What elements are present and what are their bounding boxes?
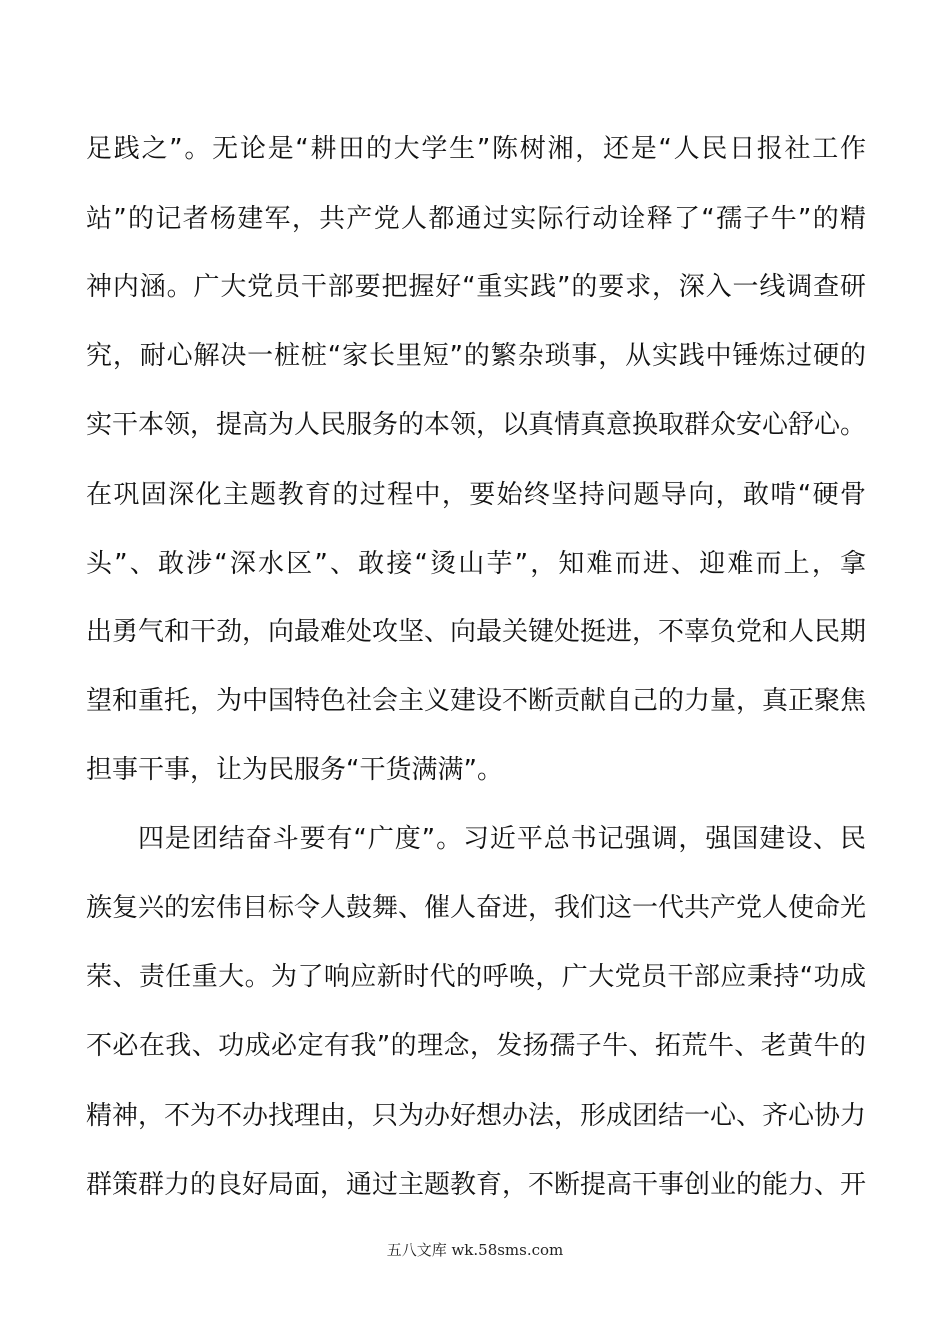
text-line: 头”、敢涉“深水区”、敢接“烫山芋”，知难而进、迎难而上，拿	[86, 549, 866, 579]
text-line: 在巩固深化主题教育的过程中，要始终坚持问题导向，敢啃“硬骨	[86, 480, 866, 510]
text-line: 荣、责任重大。为了响应新时代的呼唤，广大党员干部应秉持“功成	[86, 962, 866, 992]
text-line: 神内涵。广大党员干部要把握好“重实践”的要求，深入一线调查研	[86, 272, 866, 302]
text-line: 足践之”。无论是“耕田的大学生”陈树湘，还是“人民日报社工作	[86, 134, 866, 164]
text-line: 实干本领，提高为人民服务的本领，以真情真意换取群众安心舒心。	[86, 410, 866, 440]
text-line: 族复兴的宏伟目标令人鼓舞、催人奋进，我们这一代共产党人使命光	[86, 893, 866, 923]
text-line: 担事干事，让为民服务“干货满满”。	[86, 755, 503, 785]
text-line: 望和重托，为中国特色社会主义建设不断贡献自己的力量，真正聚焦	[86, 686, 866, 716]
text-line: 群策群力的良好局面，通过主题教育，不断提高干事创业的能力、开	[86, 1170, 866, 1200]
paragraph-first-line: 四是团结奋斗要有“广度”。习近平总书记强调，强国建设、民	[138, 824, 866, 854]
text-line: 出勇气和干劲，向最难处攻坚、向最关键处挺进，不辜负党和人民期	[86, 617, 866, 647]
text-line: 精神，不为不办找理由，只为办好想办法，形成团结一心、齐心协力	[86, 1101, 866, 1131]
text-line: 究，耐心解决一桩桩“家长里短”的繁杂琐事，从实践中锤炼过硬的	[86, 341, 866, 371]
footer-watermark: 五八文库 wk.58sms.com	[386, 1241, 564, 1259]
text-line: 站”的记者杨建军，共产党人都通过实际行动诠释了“孺子牛”的精	[86, 204, 866, 234]
text-line: 不必在我、功成必定有我”的理念，发扬孺子牛、拓荒牛、老黄牛的	[86, 1031, 866, 1061]
